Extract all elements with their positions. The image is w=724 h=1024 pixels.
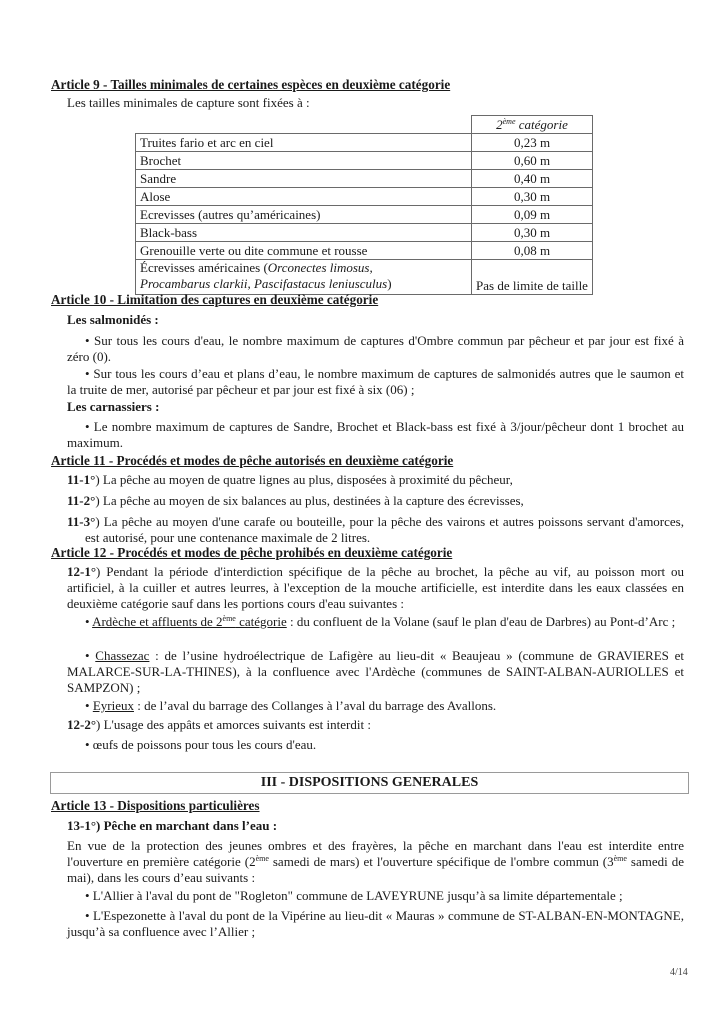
table-row: Truites fario et arc en ciel 0,23 m (136, 134, 593, 152)
article-12-item-2: 12-2°) L'usage des appâts et amorces suivants est interdit : (67, 717, 371, 732)
article-10-title: Article 10 - Limitation des captures en deuxième catégorie (51, 292, 379, 307)
salmonides-label: Les salmonidés : (67, 312, 159, 327)
article-9-intro: Les tailles minimales de capture sont fixées à : (67, 95, 310, 110)
article-12-bullet: • Chassezac : de l’usine hydroélectrique de Lafigère au lieu-dit « Beaujeau » (commune de GRAVIERES et MALARCE-SUR-LA-THINES), à la confluence avec l'Ardèche (communes de SAINT-ALBAN-AURIOLLES et SAMPZON) ; (67, 648, 684, 695)
section-heading-box (50, 772, 689, 794)
article-13-subtitle: 13-1°) Pêche en marchant dans l’eau : (67, 818, 278, 833)
article-13-bullet: • L'Espezonette à l'aval du pont de la Vipérine au lieu-dit « Mauras » commune de ST-ALBAN-EN-MONTAGNE, jusqu’à sa confluence avec l’Allier ; (67, 908, 684, 939)
article-12-item-2-bullet: • œufs de poissons pour tous les cours d'eau. (85, 737, 317, 752)
article-9-title: Article 9 - Tailles minimales de certaines espèces en deuxième catégorie (51, 77, 451, 92)
table-row: Alose 0,30 m (136, 188, 593, 206)
table-row: Black-bass 0,30 m (136, 224, 593, 242)
article-11-item: 11-3°) La pêche au moyen d'une carafe ou bouteille, pour la pêche des vairons et autres poissons servant d'amorces, est autorisé, pour une contenance maximale de 2 litres. (67, 514, 684, 545)
salmonides-bullet: • Sur tous les cours d'eau, le nombre maximum de captures d'Ombre commun par pêcheur et par jour est fixé à zéro (0). (67, 333, 684, 364)
article-11-item: 11-1°) La pêche au moyen de quatre lignes au plus, disposées à proximité du pêcheur, (67, 472, 513, 487)
page-number: 4/14 (670, 967, 688, 978)
table-row: Écrevisses américaines (Orconectes limosus, Procambarus clarkii, Pascifastacus leniusculus) Pas de limite de taille (136, 260, 593, 295)
article-12-bullet: • Eyrieux : de l’aval du barrage des Collanges à l’aval du barrage des Avallons. (85, 698, 497, 713)
article-13-paragraph: En vue de la protection des jeunes ombres et des frayères, la pêche en marchant dans l'eau est interdite entre l'ouverture en première catégorie (2ème samedi de mars) et l'ouverture spécifique de l'ombre commun (3ème samedi de mai), dans les cours d’eau suivants : (67, 838, 684, 885)
carnassiers-bullet: • Le nombre maximum de captures de Sandre, Brochet et Black-bass est fixé à 3/jour/pêcheur dont 1 brochet au maximum. (67, 419, 684, 450)
article-11-title: Article 11 - Procédés et modes de pêche autorisés en deuxième catégorie (51, 453, 454, 468)
table-header-row (136, 116, 593, 134)
article-12-bullet: • Ardèche et affluents de 2ème catégorie : du confluent de la Volane (sauf le plan d'eau de Darbres) au Pont-d’Arc ; (85, 614, 676, 629)
table-header-category: 2ème catégorie (472, 116, 593, 134)
article-13-title: Article 13 - Dispositions particulières (51, 798, 260, 813)
table-row: Sandre 0,40 m (136, 170, 593, 188)
salmonides-bullet: • Sur tous les cours d’eau et plans d’eau, le nombre maximum de captures de salmonidés autres que le saumon et la truite de mer, autorisé par pêcheur et par jour est fixé à six (06) ; (67, 366, 684, 397)
table-row: Ecrevisses (autres qu’américaines) 0,09 m (136, 206, 593, 224)
section-heading: III - DISPOSITIONS GENERALES (260, 775, 479, 790)
article-13-bullet: • L'Allier à l'aval du pont de "Rogleton" commune de LAVEYRUNE jusqu’à sa limite départementale ; (85, 888, 623, 903)
article-12-item-1: 12-1°) Pendant la période d'interdiction spécifique de la pêche au brochet, la pêche au vif, au poisson mort ou artificiel, à la cuiller et autres leurres, à l'exception de la mouche artificielle, est interdite dans les eaux classées en deuxième catégorie sauf dans les portions cours d'eau suivantes : (67, 564, 684, 611)
article-12-title: Article 12 - Procédés et modes de pêche prohibés en deuxième catégorie (51, 545, 453, 560)
table-row: Brochet 0,60 m (136, 152, 593, 170)
minimum-sizes-table (135, 115, 593, 295)
article-11-item: 11-2°) La pêche au moyen de six balances au plus, destinées à la capture des écrevisses, (67, 493, 524, 508)
table-row: Grenouille verte ou dite commune et rousse 0,08 m (136, 242, 593, 260)
carnassiers-label: Les carnassiers : (67, 399, 160, 414)
